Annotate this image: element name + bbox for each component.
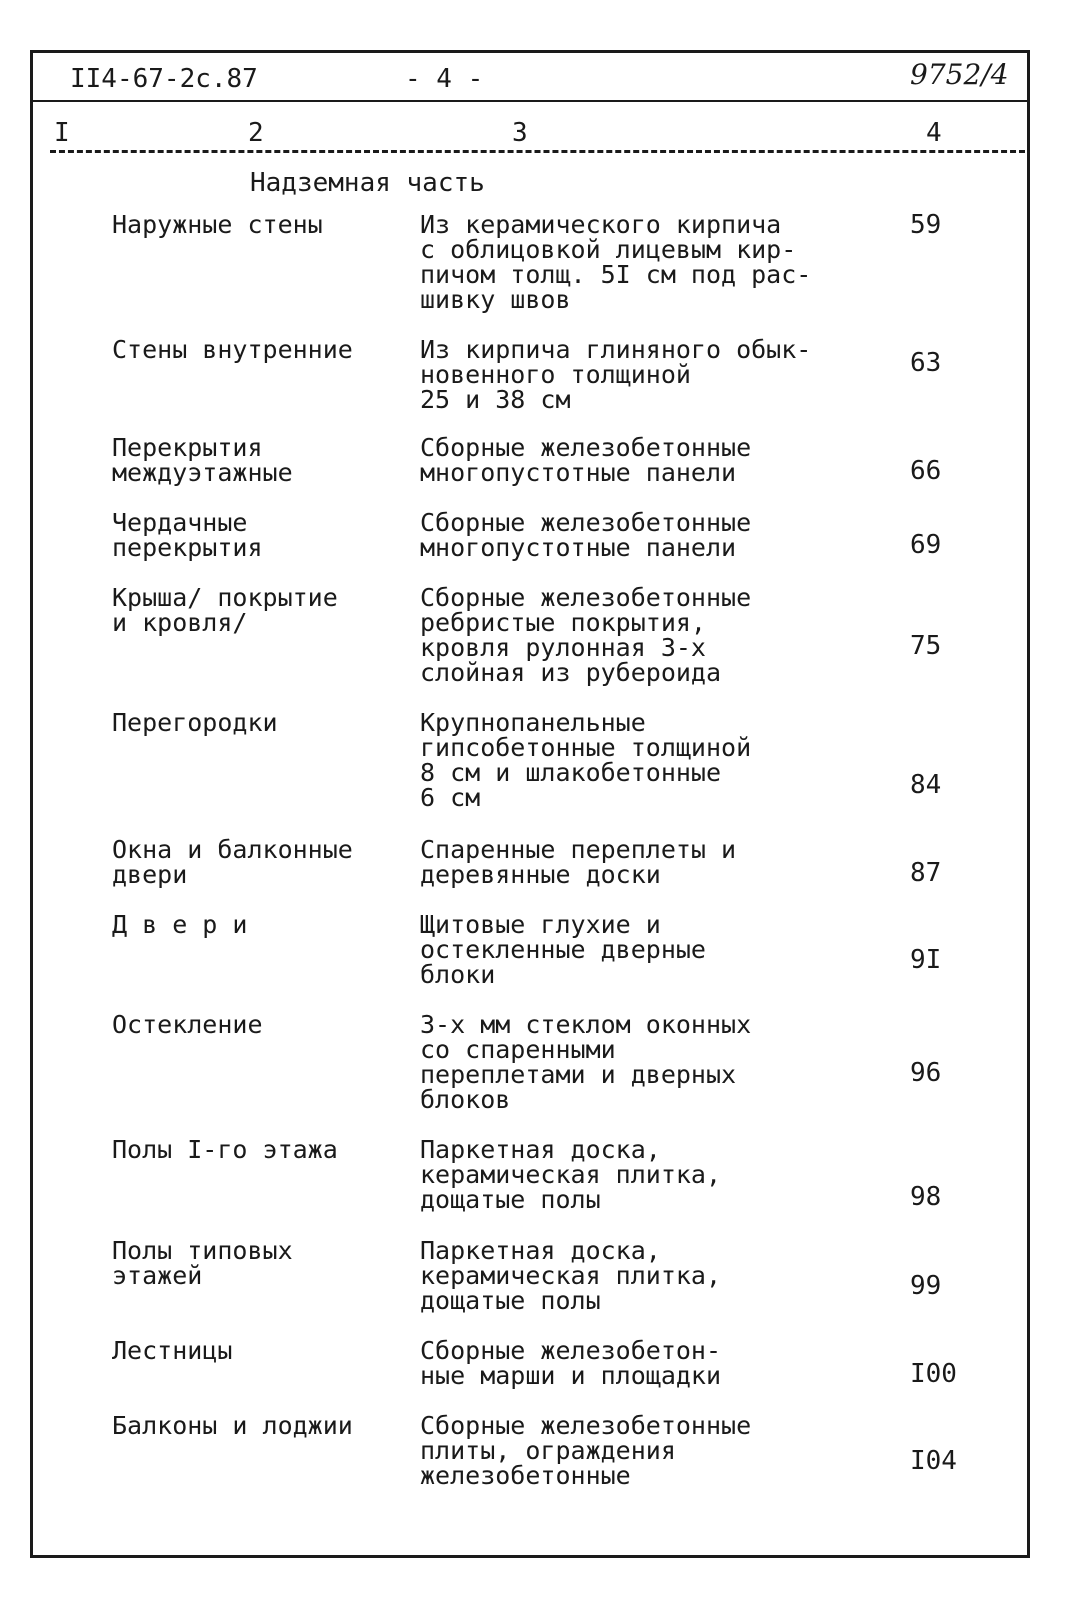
- element-description: Сборные железобетонные ребристые покрытия, кровля рулонная 3-х слойная из рубероида: [420, 583, 752, 687]
- page-ref: I00: [910, 1359, 957, 1389]
- header-divider: [30, 100, 1030, 102]
- page-ref: 63: [910, 348, 942, 378]
- page-ref: 96: [910, 1058, 942, 1088]
- element-name: Д в е р и: [112, 910, 248, 939]
- element-name: Лестницы: [112, 1336, 233, 1365]
- page-number: - 4 -: [405, 64, 484, 94]
- element-name: Перегородки: [112, 708, 278, 737]
- section-title: Надземная часть: [250, 168, 485, 198]
- element-name: Остекление: [112, 1010, 263, 1039]
- element-name: Полы типовых этажей: [112, 1236, 293, 1290]
- column-number-2: 2: [248, 118, 264, 148]
- sheet-number: 9752/4: [910, 58, 1009, 91]
- element-description: Из керамического кирпича с облицовкой лицевым кир- пичом толщ. 5I см под рас- шивку швов: [420, 210, 812, 314]
- element-name: Окна и балконные двери: [112, 835, 353, 889]
- element-description: 3-х мм стеклом оконных со спаренными переплетами и дверных блоков: [420, 1010, 752, 1114]
- page-ref: 66: [910, 456, 942, 486]
- element-name: Перекрытия междуэтажные: [112, 433, 293, 487]
- page-ref: 99: [910, 1271, 942, 1301]
- element-name: Стены внутренние: [112, 335, 353, 364]
- page-ref: 59: [910, 210, 942, 240]
- element-description: Паркетная доска, керамическая плитка, дощатые полы: [420, 1236, 722, 1315]
- element-description: Паркетная доска, керамическая плитка, дощатые полы: [420, 1135, 722, 1214]
- column-number-4: 4: [926, 118, 942, 148]
- column-numbers: [50, 118, 1025, 153]
- column-number-3: 3: [512, 118, 528, 148]
- page-ref: 69: [910, 530, 942, 560]
- element-name: Балконы и лоджии: [112, 1411, 353, 1440]
- page-ref: 84: [910, 770, 942, 800]
- element-description: Сборные железобетонные плиты, ограждения железобетонные: [420, 1411, 752, 1490]
- element-description: Спаренные переплеты и деревянные доски: [420, 835, 737, 889]
- element-description: Сборные железобетонные многопустотные панели: [420, 433, 752, 487]
- page-ref: 98: [910, 1182, 942, 1212]
- element-description: Сборные железобетонные многопустотные панели: [420, 508, 752, 562]
- page-ref: 9I: [910, 945, 942, 975]
- element-description: Сборные железобетон- ные марши и площадки: [420, 1336, 722, 1390]
- element-name: Полы I-го этажа: [112, 1135, 338, 1164]
- element-description: Крупнопанельные гипсобетонные толщиной 8 см и шлакобетонные 6 см: [420, 708, 752, 812]
- element-description: Из кирпича глиняного обык- новенного толщиной 25 и 38 см: [420, 335, 812, 414]
- page-ref: 87: [910, 858, 942, 888]
- element-name: Наружные стены: [112, 210, 323, 239]
- page-ref: I04: [910, 1446, 957, 1476]
- document-code: II4-67-2c.87: [70, 64, 258, 94]
- column-number-1: I: [54, 118, 70, 148]
- page-ref: 75: [910, 631, 942, 661]
- element-name: Крыша/ покрытие и кровля/: [112, 583, 338, 637]
- element-name: Чердачные перекрытия: [112, 508, 263, 562]
- element-description: Щитовые глухие и остекленные дверные блоки: [420, 910, 706, 989]
